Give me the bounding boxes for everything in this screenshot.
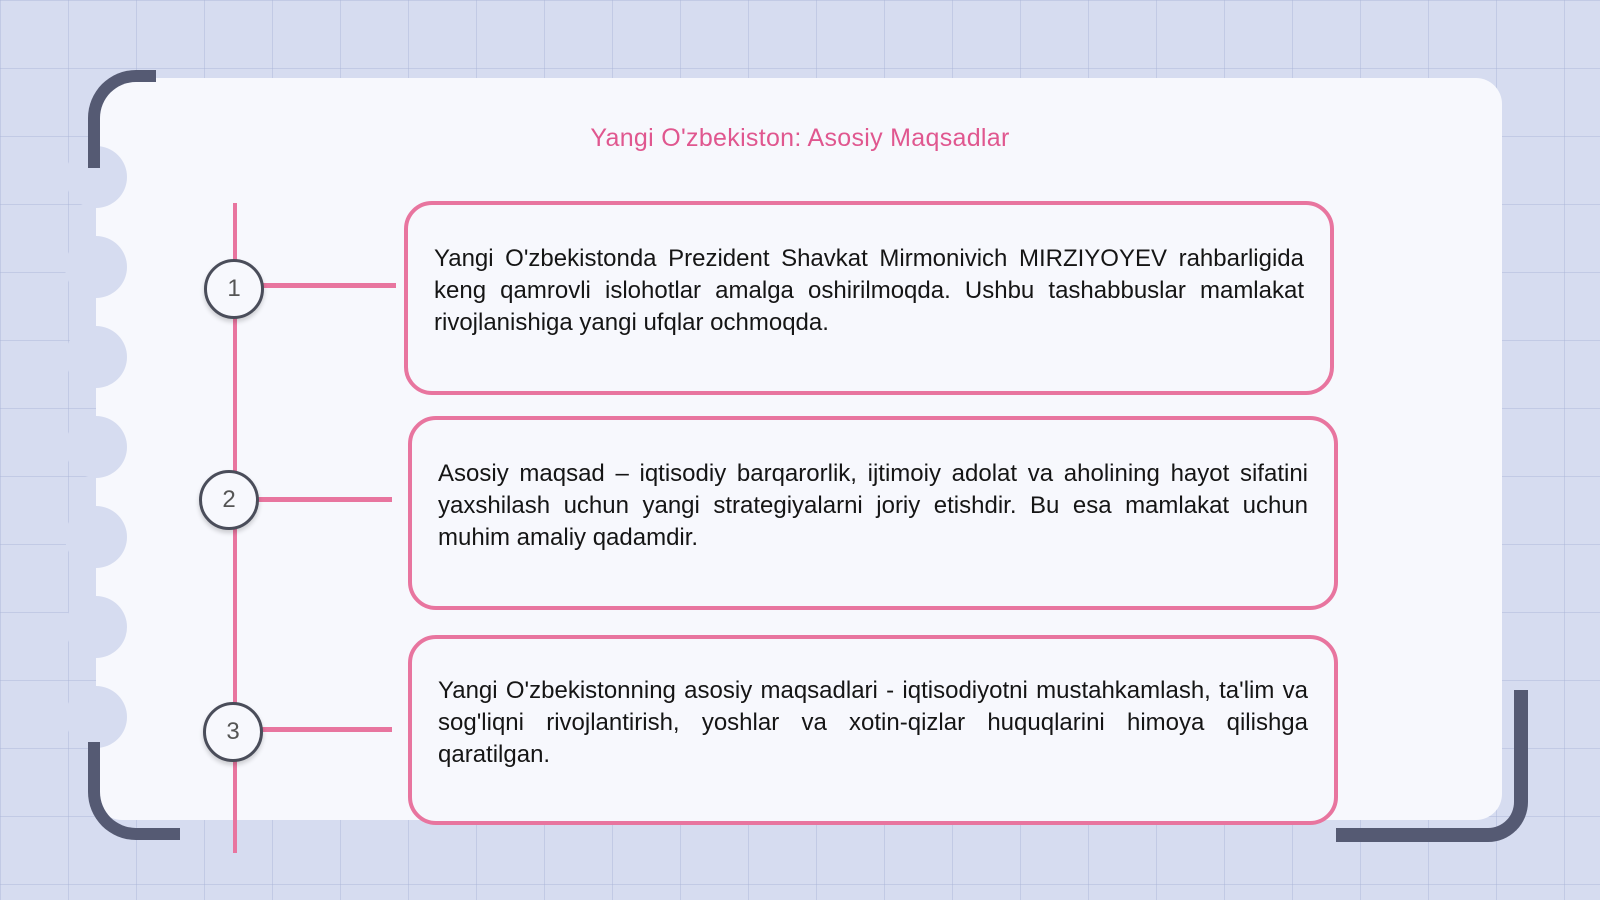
step-number-2: 2 [199,470,259,530]
item-text-2: Asosiy maqsad – iqtisodiy barqarorlik, ijtimoiy adolat va aholining hayot sifatini yaxshilash uchun yangi strategiyalarni joriy etishdir. Bu esa mamlakat uchun muhim amaliy qadamdir. [438,460,1308,551]
notebook-scallop [65,416,127,478]
notebook-scallop [65,326,127,388]
connector-line-1 [262,283,396,288]
corner-bracket-top-left [88,70,156,168]
text-box-2 [408,416,1338,610]
connector-line-3 [262,727,392,732]
corner-bracket-bottom-right [1336,690,1528,842]
item-text-3: Yangi O'zbekistonning asosiy maqsadlari - iqtisodiyotni mustahkamlash, ta'lim va sog'liqni rivojlantirish, yoshlar va xotin-qizlar huquqlarini himoya qilishga qaratilgan. [438,677,1308,768]
notebook-scallop [65,506,127,568]
notebook-scallop [65,596,127,658]
slide-title: Yangi O'zbekiston: Asosiy Maqsadlar [590,124,1010,152]
corner-bracket-bottom-left [88,742,180,840]
step-number-1: 1 [204,259,264,319]
item-text-1: Yangi O'zbekistonda Prezident Shavkat Mirmonivich MIRZIYOYEV rahbarligida keng qamrovli islohotlar amalga oshirilmoqda. Ushbu tashabbuslar mamlakat rivojlanishiga yangi ufqlar ochmoqda. [434,245,1304,336]
text-box-3 [408,635,1338,825]
notebook-scallop [65,236,127,298]
connector-line-2 [258,497,392,502]
step-number-3: 3 [203,702,263,762]
text-box-1 [404,201,1334,395]
notebook-scallop [65,686,127,748]
